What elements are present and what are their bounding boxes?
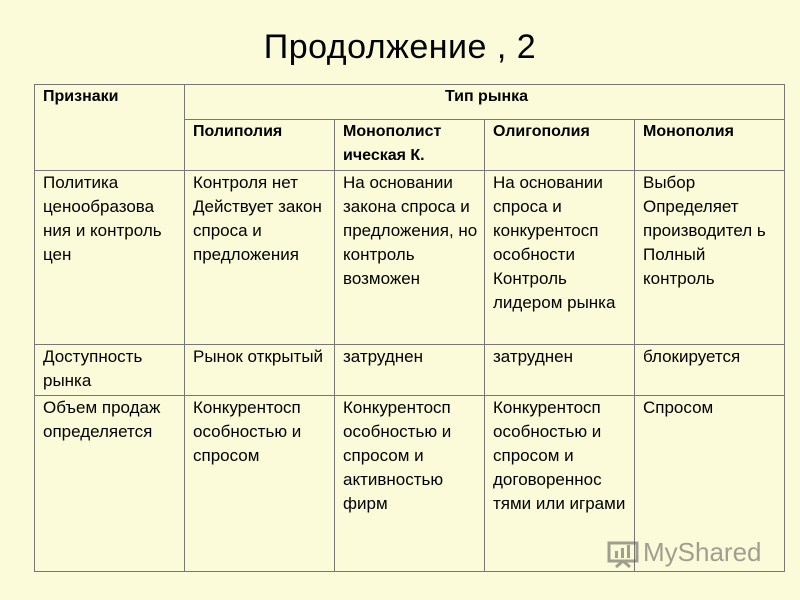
table-cell: затруднен (335, 345, 485, 396)
table-cell: Выбор Определяет производител ь Полный контроль (635, 171, 785, 345)
corner-header: Признаки (35, 85, 185, 171)
table-cell: На основании закона спроса и предложения, но контроль возможен (335, 171, 485, 345)
table-cell: Рынок открытый (185, 345, 335, 396)
table-header-row (35, 85, 785, 120)
group-header: Тип рынка (185, 85, 785, 120)
table-cell: Конкурентосп особностью и спросом и активностью фирм (335, 396, 485, 572)
feature-cell: Политика ценообразова ния и контроль цен (35, 171, 185, 345)
feature-cell: Объем продаж определяется (35, 396, 185, 572)
table-cell: Конкурентосп особностью и спросом и договореннос тями или играми (485, 396, 635, 572)
table-cell: Спросом (635, 396, 785, 572)
myshared-logo-icon (607, 536, 639, 568)
feature-cell: Доступность рынка (35, 345, 185, 396)
watermark-text: MyShared (643, 536, 762, 567)
myshared-watermark[interactable] (607, 536, 762, 568)
market-type-header: Монополия (635, 120, 785, 171)
table-row (35, 345, 785, 396)
table-cell: блокируется (635, 345, 785, 396)
market-types-table (34, 84, 785, 572)
table-cell: Контроля нет Действует закон спроса и предложения (185, 171, 335, 345)
table-cell: На основании спроса и конкурентосп особности Контроль лидером рынка (485, 171, 635, 345)
market-type-header: Олигополия (485, 120, 635, 171)
market-type-header: Полиполия (185, 120, 335, 171)
table-cell: затруднен (485, 345, 635, 396)
table-cell: Конкурентосп особностью и спросом (185, 396, 335, 572)
slide-title: Продолжение , 2 (263, 28, 537, 66)
market-type-header: Монополист ическая К. (335, 120, 485, 171)
table-row (35, 171, 785, 345)
